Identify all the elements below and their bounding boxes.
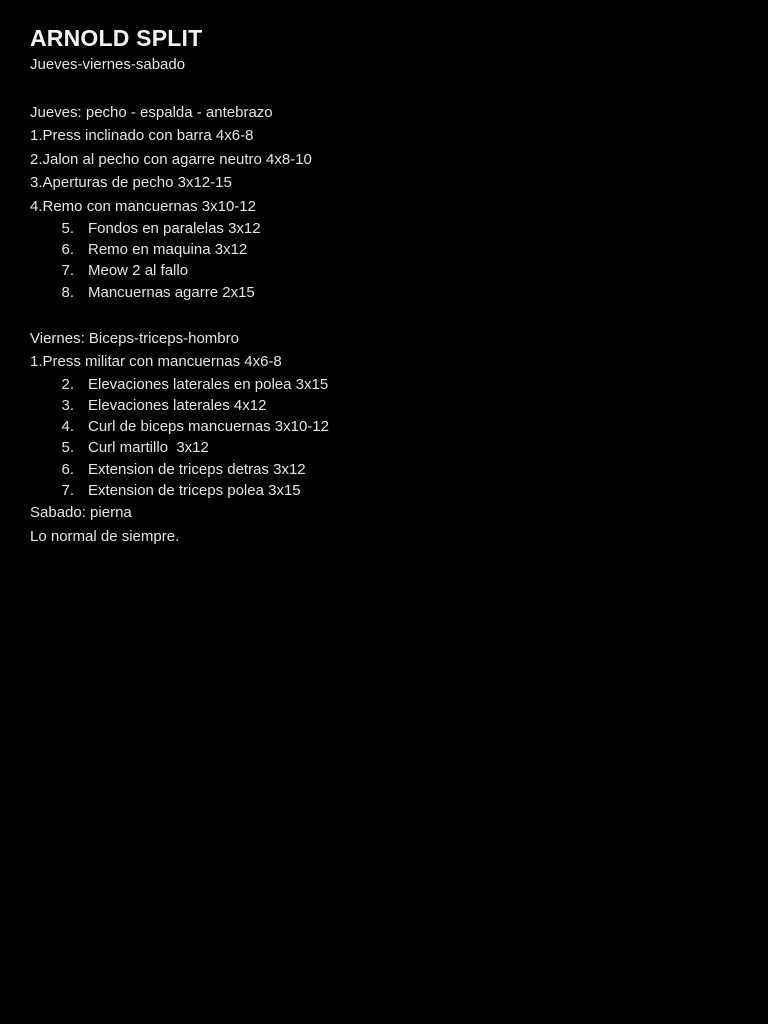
list-item-number: 3 .	[30, 395, 74, 416]
list-item-number: 7 .	[30, 260, 74, 281]
list-item	[30, 218, 738, 239]
list-item-text: Curl de biceps mancuernas 3x10-12	[88, 418, 329, 436]
list-item-number: 7 .	[30, 480, 74, 501]
list-item	[30, 239, 738, 260]
friday-heading: Viernes: Biceps-triceps-hombro	[30, 329, 239, 347]
thursday-line-2: 2.Jalon al pecho con agarre neutro 4x8-10	[30, 150, 312, 168]
note-subtitle: Jueves-viernes-sabado	[30, 56, 186, 73]
thursday-numbered-list	[30, 218, 738, 303]
list-item	[30, 437, 738, 458]
friday-numbered-list	[30, 374, 738, 501]
list-item-text: Extension de triceps polea 3x15	[88, 481, 301, 499]
list-item-number: 4 .	[30, 416, 74, 437]
saturday-line-1: Lo normal de siempre.	[30, 527, 180, 545]
list-item-number: 6 .	[30, 239, 74, 260]
list-item-number: 5 .	[30, 437, 74, 458]
list-item-text: Remo en maquina 3x12	[88, 241, 248, 259]
list-item-text: Curl martillo 3x12	[88, 439, 209, 457]
list-item	[30, 282, 738, 303]
list-item-text: Elevaciones laterales 4x12	[88, 397, 267, 415]
list-item	[30, 260, 738, 281]
note-body[interactable]	[30, 24, 738, 548]
list-item	[30, 459, 738, 480]
blank-line	[30, 77, 738, 101]
list-item	[30, 480, 738, 501]
note-title: ARNOLD SPLIT	[30, 25, 203, 51]
friday-line-1: 1.Press militar con mancuernas 4x6-8	[30, 353, 282, 371]
thursday-line-3: 3.Aperturas de pecho 3x12-15	[30, 174, 232, 191]
thursday-heading: Jueves: pecho - espalda - antebrazo	[30, 103, 273, 121]
list-item	[30, 395, 738, 416]
list-item-text: Elevaciones laterales en polea 3x15	[88, 375, 329, 393]
list-item-number: 2 .	[30, 374, 74, 395]
list-item-text: Meow 2 al fallo	[88, 262, 189, 280]
thursday-line-1: 1.Press inclinado con barra 4x6-8	[30, 127, 254, 144]
list-item	[30, 416, 738, 437]
list-item	[30, 374, 738, 395]
list-item-number: 5 .	[30, 218, 74, 239]
list-item-text: Fondos en paralelas 3x12	[88, 220, 261, 237]
thursday-line-4: 4.Remo con mancuernas 3x10-12	[30, 197, 256, 215]
list-item-number: 6 .	[30, 459, 74, 480]
blank-line	[30, 303, 738, 327]
saturday-heading: Sabado: pierna	[30, 504, 132, 522]
list-item-text: Extension de triceps detras 3x12	[88, 460, 306, 478]
list-item-number: 8 .	[30, 282, 74, 303]
list-item-text: Mancuernas agarre 2x15	[88, 283, 255, 301]
